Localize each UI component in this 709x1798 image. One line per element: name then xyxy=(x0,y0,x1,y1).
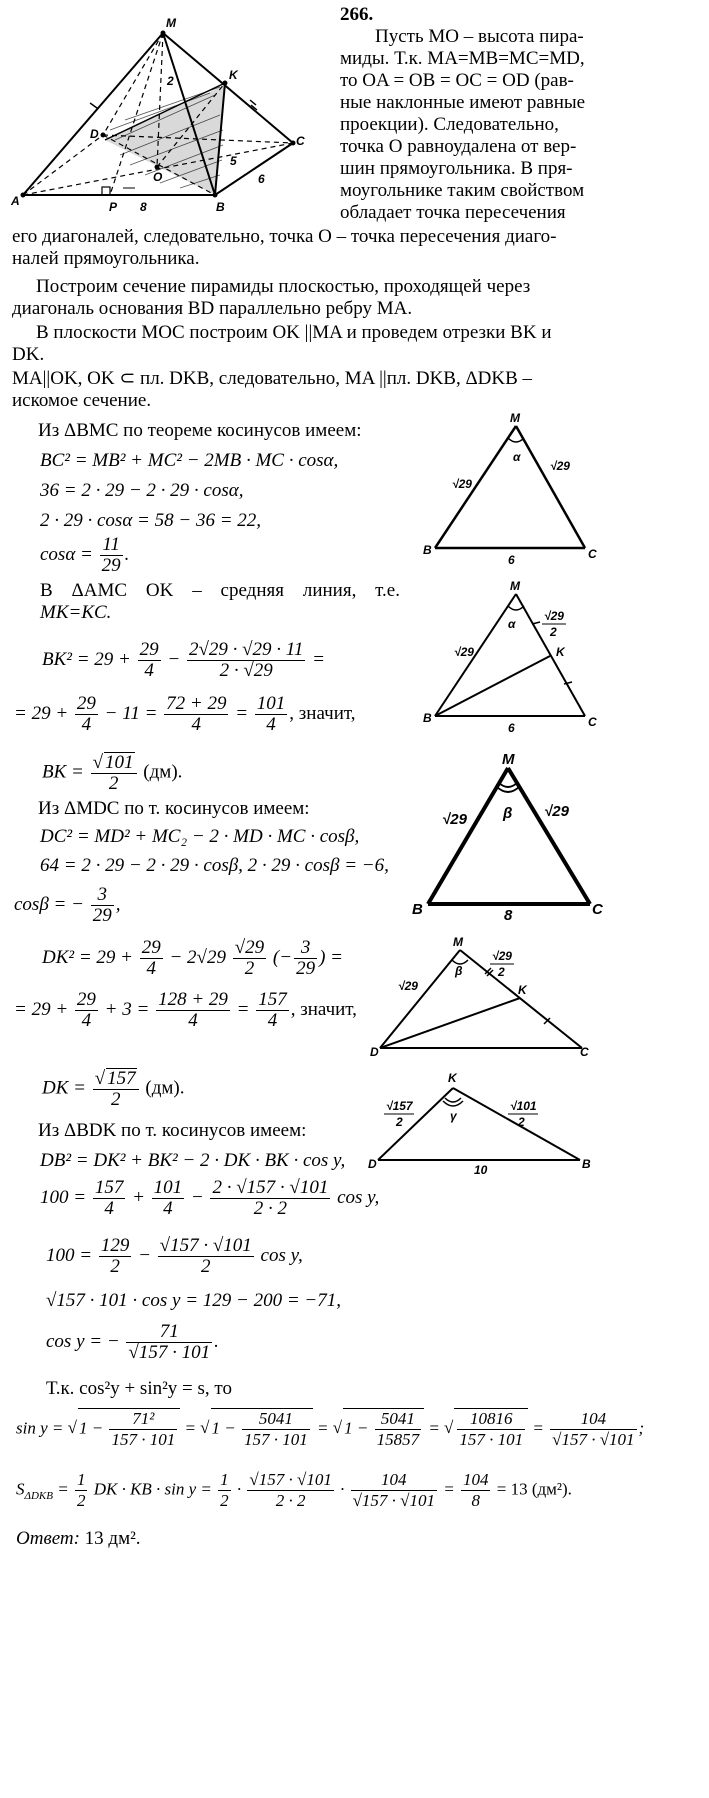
label-m: M xyxy=(510,579,520,593)
label-mk-den: 2 xyxy=(550,625,557,639)
label-k: K xyxy=(518,983,527,997)
label-m: M xyxy=(453,935,463,949)
label-gamma: γ xyxy=(450,1109,457,1123)
label-c: C xyxy=(588,547,597,561)
bmc-intro: Из ΔBMC по теореме косинусов имеем: xyxy=(38,420,362,441)
mdc-eq2: 64 = 2 · 29 − 2 · 29 · cosβ, 2 · 29 · cosβ = −6, xyxy=(40,855,389,876)
label-c: C xyxy=(296,134,305,148)
label-beta: β xyxy=(455,964,463,978)
bk-value: BK = √ $\frac{101}{2}$ (дм). xyxy=(42,752,182,794)
problem-number: 266. xyxy=(340,4,374,25)
label-mc: √29 xyxy=(550,459,570,473)
dk2-line1: DK² = 29 + $\frac{29}{4}$ − 2√29 $\frac{√29}{2}$ (− $\frac{3}{29}$ ) = xyxy=(42,937,343,979)
cos-alpha: cosα = $\frac{11}{29}$ . xyxy=(40,534,130,576)
label-mk-num: √29 xyxy=(492,949,512,963)
pyramid-figure xyxy=(5,5,345,235)
label-b: B xyxy=(423,543,432,557)
cos-beta: cosβ = − $\frac{3}{29}$ , xyxy=(14,884,121,926)
label-c: C xyxy=(588,715,597,729)
label-mb: √29 xyxy=(442,811,467,828)
label-d: D xyxy=(370,1045,379,1059)
bdk-eq3: 100 = $\frac{129}{2}$ − $\frac{√157 \cdot √101}{2}$ cos y, xyxy=(46,1235,303,1277)
intro-paragraph: Пусть МО – высота пира- миды. Т.к. MA=MB=MC=MD, то OA = OB = OC = OD (рав- ные наклонные имеют равные проекции). Следовательно, точка O равноудалена от вер- шин прямоугольника. В пря- моугольнике таким свойством обладает точка пересечения xyxy=(340,26,586,223)
label-mk-den: 2 xyxy=(498,965,505,979)
label-mb: √29 xyxy=(452,477,472,491)
label-m: M xyxy=(502,751,515,768)
bdk-eq4: √157 · 101 · cos y = 129 − 200 = −71, xyxy=(46,1290,341,1311)
dk-value: DK = √ $\frac{157}{2}$ (дм). xyxy=(42,1068,185,1110)
label-md: √29 xyxy=(398,979,418,993)
label-2: 2 xyxy=(167,74,174,88)
label-b: B xyxy=(412,901,423,918)
bmc-eq3: 2 · 29 · cosα = 58 − 36 = 22, xyxy=(40,510,262,531)
bmc-eq2: 36 = 2 · 29 − 2 · 29 · cosα, xyxy=(40,480,244,501)
label-c: C xyxy=(592,901,603,918)
triangle-bmc xyxy=(420,408,620,578)
label-alpha: α xyxy=(513,450,521,464)
mdc-eq1: DC² = MD² + MC₂ − 2 · MD · MC · cosβ, xyxy=(40,826,360,847)
label-m: M xyxy=(166,16,176,30)
label-b: B xyxy=(216,200,225,214)
label-mk-num: √29 xyxy=(544,609,564,623)
bk2-line2: = 29 + $\frac{29}{4}$ − 11 = $\frac{72 + 29}{4}$ = $\frac{101}{4}$ , значит, xyxy=(14,693,356,735)
label-alpha: α xyxy=(508,617,516,631)
label-b: B xyxy=(582,1157,591,1171)
label-bc: 6 xyxy=(508,553,515,567)
bdk-intro: Из ΔBDK по т. косинусов имеем: xyxy=(38,1120,307,1141)
identity-text: Т.к. cos²y + sin²y = s, то xyxy=(46,1378,232,1399)
amc-text: В ΔAMC OK – средняя линия, т.е. MK=KC. xyxy=(40,580,400,623)
label-k: K xyxy=(556,645,565,659)
label-k: K xyxy=(448,1071,457,1085)
label-8: 8 xyxy=(140,200,147,214)
triangle-dkb xyxy=(368,1068,628,1178)
label-d: D xyxy=(90,127,99,141)
paragraph-construction: В плоскости MOC построим OK ||MA и проведем отрезки BK и DK. xyxy=(12,322,552,365)
label-beta: β xyxy=(503,805,513,822)
dk2-line2: = 29 + $\frac{29}{4}$ + 3 = $\frac{128 + 29}{4}$ = $\frac{157}{4}$ , значит, xyxy=(14,989,357,1031)
triangle-mbc-8 xyxy=(408,746,628,921)
sin-y-line: sin y = √ 1 − $\frac{\text{71²}}{157 \cdot 101}$ = √ 1 − $\frac{5041}{157 \cdot 101}$ = √ 1 − $\frac{5041}{15857}$ = √ $\frac{10816}{157 \cdot 101}$ = $\frac{104}{√157 \cdot √101}$ ; xyxy=(16,1408,644,1450)
label-d: D xyxy=(368,1157,377,1171)
area-line: $S_{\Delta DKB}$ = $\frac{1}{2}$ DK · KB · sin y = $\frac{1}{2}$ · $\frac{√157 \cdot √101}{2 \cdot 2}$ · $\frac{104}{√157 \cdot √101}$ = $\frac{104}{8}$ = 13 (дм²). xyxy=(16,1470,572,1510)
paragraph-section-plane: Построим сечение пирамиды плоскостью, проходящей через диагональ основания BD параллельно ребру MA. xyxy=(12,276,531,319)
cos-y: cos y = − $\frac{71}{√157 \cdot 101}$ . xyxy=(46,1321,219,1363)
label-kb-den: 2 xyxy=(518,1115,525,1129)
label-kb-num: √101 xyxy=(510,1099,537,1113)
label-mb: √29 xyxy=(454,645,474,659)
label-m: M xyxy=(510,411,520,425)
label-5: 5 xyxy=(230,154,237,168)
triangle-bmkc xyxy=(420,578,620,738)
label-k: K xyxy=(229,68,238,82)
bmc-eq1: BC² = MB² + MC² − 2MB · MC · cosα, xyxy=(40,450,339,471)
bk2-line1: BK² = 29 + $\frac{29}{4}$ − $\frac{2√29 \cdot √29 \cdot 11}{2 \cdot √29}$ = xyxy=(42,639,325,681)
label-bc: 8 xyxy=(504,907,513,921)
intro-tail: его диагоналей, следовательно, точка O – точка пересечения диаго- налей прямоугольника. xyxy=(12,226,557,269)
label-6: 6 xyxy=(258,172,265,186)
label-mc: √29 xyxy=(544,803,569,820)
paragraph-conclusion: MA||OK, OK ⊂ пл. DKB, следовательно, MA ||пл. DKB, ΔDKB – искомое сечение. xyxy=(12,368,533,411)
label-db: 10 xyxy=(474,1163,488,1177)
label-kd-den: 2 xyxy=(396,1115,403,1129)
mdc-intro: Из ΔMDC по т. косинусов имеем: xyxy=(38,798,310,819)
label-c: C xyxy=(580,1045,589,1059)
bdk-eq2: 100 = $\frac{157}{4}$ + $\frac{101}{4}$ − $\frac{2 \cdot √157 \cdot √101}{2 \cdot 2}$ cos y, xyxy=(40,1177,380,1219)
label-a: A xyxy=(11,194,20,208)
label-p: P xyxy=(109,200,118,214)
label-kd-num: √157 xyxy=(386,1099,413,1113)
answer: Ответ: 13 дм². xyxy=(16,1528,141,1549)
label-o: O xyxy=(153,170,163,184)
label-b: B xyxy=(423,711,432,725)
bdk-eq1: DB² = DK² + BK² − 2 · DK · BK · cos y, xyxy=(40,1150,346,1171)
label-bc: 6 xyxy=(508,721,515,735)
triangle-mdkc xyxy=(370,930,640,1080)
